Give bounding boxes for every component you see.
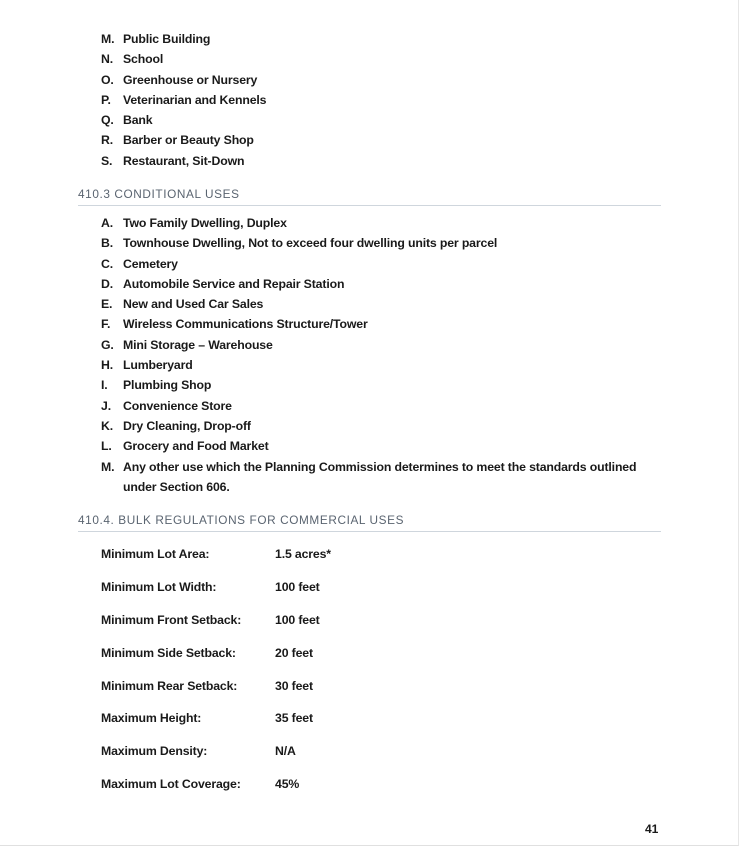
page-number: 41 bbox=[645, 822, 659, 836]
regulation-label: Maximum Height: bbox=[101, 711, 202, 726]
section-heading-conditional-uses: 410.3 CONDITIONAL USES bbox=[78, 187, 661, 206]
list-item: N. School bbox=[101, 52, 164, 67]
table-row bbox=[101, 768, 331, 801]
table-row bbox=[101, 571, 331, 604]
list-item: P. Veterinarian and Kennels bbox=[101, 92, 267, 107]
list-item: K. Dry Cleaning, Drop-off bbox=[101, 418, 251, 433]
regulation-label: Minimum Lot Width: bbox=[101, 580, 217, 595]
regulation-value: 1.5 acres* bbox=[275, 547, 331, 562]
table-row bbox=[101, 604, 331, 637]
regulation-label: Minimum Side Setback: bbox=[101, 645, 236, 660]
list-item: J. Convenience Store bbox=[101, 398, 232, 413]
table-row bbox=[101, 735, 331, 768]
list-item: L. Grocery and Food Market bbox=[101, 439, 269, 454]
bulk-regulations-table bbox=[101, 538, 331, 800]
list-item: O. Greenhouse or Nursery bbox=[101, 72, 258, 87]
list-item: I. Plumbing Shop bbox=[101, 378, 212, 393]
section-heading-bulk-regulations: 410.4. BULK REGULATIONS FOR COMMERCIAL USES bbox=[78, 513, 661, 532]
regulation-value: 100 feet bbox=[275, 612, 320, 627]
list-item: H. Lumberyard bbox=[101, 358, 193, 373]
table-row bbox=[101, 669, 331, 702]
regulation-value: 35 feet bbox=[275, 711, 313, 726]
regulation-value: N/A bbox=[275, 744, 296, 759]
list-item: M. Public Building bbox=[101, 32, 211, 46]
list-item: E. New and Used Car Sales bbox=[101, 297, 264, 312]
table-row bbox=[101, 538, 331, 571]
regulation-label: Minimum Lot Area: bbox=[101, 547, 210, 562]
list-item: S. Restaurant, Sit-Down bbox=[101, 153, 245, 168]
list-item: C. Cemetery bbox=[101, 256, 178, 271]
list-item: B. Townhouse Dwelling, Not to exceed four dwelling units per parcel bbox=[101, 236, 498, 251]
permitted-uses-list bbox=[101, 29, 266, 171]
list-item: Q. Bank bbox=[101, 113, 153, 128]
list-item: D. Automobile Service and Repair Station bbox=[101, 276, 345, 291]
list-item: F. Wireless Communications Structure/Tower bbox=[101, 317, 368, 332]
list-item: A. Two Family Dwelling, Duplex bbox=[101, 216, 287, 230]
regulation-value: 45% bbox=[275, 776, 300, 791]
conditional-uses-list bbox=[101, 213, 663, 497]
regulation-label: Minimum Rear Setback: bbox=[101, 678, 238, 693]
regulation-value: 30 feet bbox=[275, 678, 313, 693]
regulation-value: 20 feet bbox=[275, 645, 313, 660]
regulation-label: Minimum Front Setback: bbox=[101, 612, 242, 627]
table-row bbox=[101, 636, 331, 669]
list-item: R. Barber or Beauty Shop bbox=[101, 133, 254, 148]
table-row bbox=[101, 702, 331, 735]
list-item: M. Any other use which the Planning Commission determines to meet the standards outlined under Section 606. bbox=[101, 459, 637, 494]
list-item: G. Mini Storage – Warehouse bbox=[101, 337, 273, 352]
regulation-value: 100 feet bbox=[275, 580, 320, 595]
regulation-label: Maximum Lot Coverage: bbox=[101, 776, 241, 791]
regulation-label: Maximum Density: bbox=[101, 744, 208, 759]
